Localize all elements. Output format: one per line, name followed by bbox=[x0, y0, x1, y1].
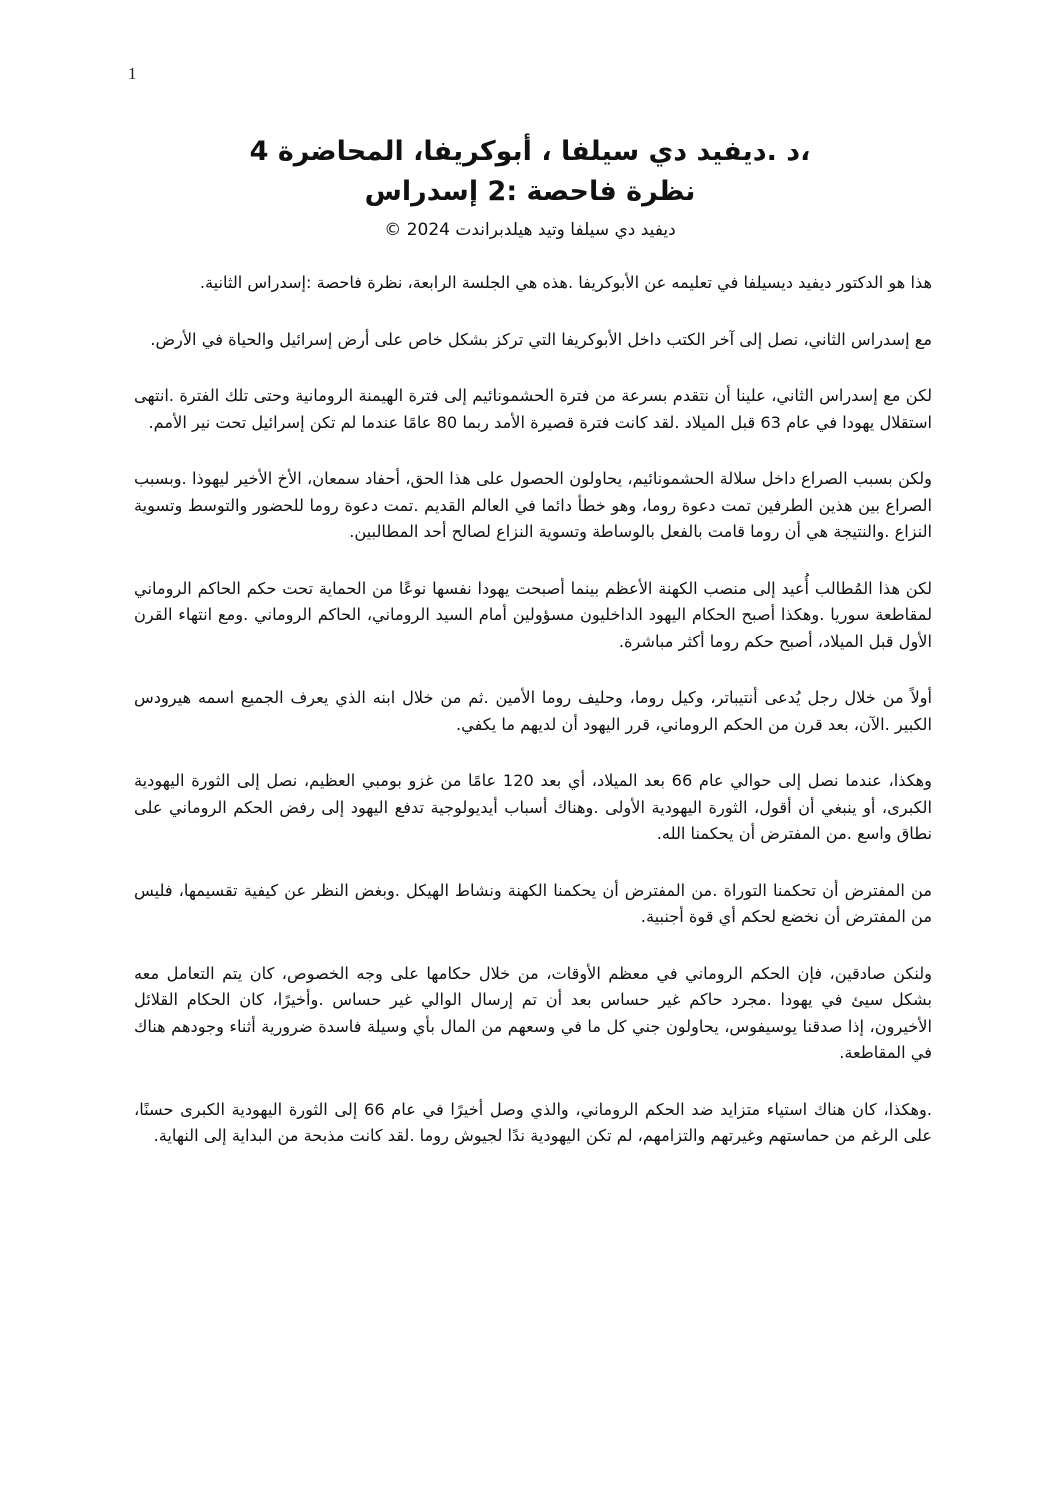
title-line-1: ،د .ديفيد دي سيلفا ، أبوكريفا، المحاضرة 4 bbox=[249, 136, 811, 167]
paragraph: هذا هو الدكتور ديفيد ديسيلفا في تعليمه عن الأبوكريفا .هذه هي الجلسة الرابعة، نظرة فاحصة :إسدراس الثانية. bbox=[199, 273, 932, 292]
copyright-line: ديفيد دي سيلفا وتيد هيلدبراندت 2024 © bbox=[384, 220, 676, 240]
paragraph: وهكذا، عندما نصل إلى حوالي عام 66 بعد الميلاد، أي بعد 120 عامًا من غزو بومبي العظيم، نصل إلى الثورة اليهودية الكبرى، أو ينبغي أن أقول، الثورة اليهودية الأولى .وهناك أسباب أيديولوجية تدفع اليهود إلى رفض الحكم الروماني على نطاق واسع .من المفترض أن يحكمنا الله. bbox=[134, 771, 933, 843]
document-header bbox=[130, 132, 930, 242]
title-line-2: نظرة فاحصة :2 إسدراس bbox=[364, 176, 696, 207]
paragraph: من المفترض أن تحكمنا التوراة .من المفترض أن يحكمنا الكهنة ونشاط الهيكل .وبغض النظر عن كيفية تقسيمها، فليس من المفترض أن نخضع لحكم أي قوة أجنبية. bbox=[134, 880, 932, 926]
paragraph: مع إسدراس الثاني، نصل إلى آخر الكتب داخل الأبوكريفا التي تركز بشكل خاص على أرض إسرائيل والحياة في الأرض. bbox=[150, 329, 932, 349]
paragraph: أولاً من خلال رجل يُدعى أنتيباتر، وكيل روما، وحليف روما الأمين .ثم من خلال ابنه الذي يعرف الجميع اسمه هيرودس الكبير .الآن، بعد قرن من الحكم الروماني، قرر اليهود أن لديهم ما يكفي. bbox=[134, 688, 932, 734]
paragraph: لكن مع إسدراس الثاني، علينا أن نتقدم بسرعة من فترة الحشمونائيم إلى فترة الهيمنة الرومانية وحتى تلك الفترة .انتهى استقلال يهودا في عام 63 قبل الميلاد .لقد كانت فترة قصيرة الأمد ربما 80 عامًا عندما لم تكن إسرائيل تحت نير الأمم. bbox=[134, 386, 932, 432]
paragraph: لكن هذا المُطالب أُعيد إلى منصب الكهنة الأعظم بينما أصبحت يهودا نفسها نوعًا من الحماية تحت حكم الحاكم الروماني لمقاطعة سوريا .وهكذا أصبح الحكام اليهود الداخليون مسؤولين أمام السيد الروماني، الحاكم الروماني .ومع انتهاء القرن الأول قبل الميلاد، أصبح حكم روما أكثر مباشرة. bbox=[134, 578, 932, 651]
document-body bbox=[134, 270, 932, 1180]
paragraph: ولكن بسبب الصراع داخل سلالة الحشمونائيم، يحاولون الحصول على هذا الحق، أحفاد سمعان، الأخ الأخير ليهوذا .وبسبب الصراع بين هذين الطرفين تمت دعوة روما، وهو خطأ دائما في العالم القديم .تمت دعوة روما للحضور والتوسط وتسوية النزاع .والنتيجة هي أن روما قامت بالفعل بالوساطة وتسوية النزاع لصالح أحد المطالبين. bbox=[134, 469, 932, 541]
paragraph: .وهكذا، كان هناك استياء متزايد ضد الحكم الروماني، والذي وصل أخيرًا في عام 66 إلى الثورة اليهودية الكبرى حسنًا، على الرغم من حماستهم وغيرتهم والتزامهم، لم تكن اليهودية ندًا لجيوش روما .لقد كانت مذبحة من البداية إلى النهاية. bbox=[134, 1099, 933, 1145]
paragraph: ولنكن صادقين، فإن الحكم الروماني في معظم الأوقات، من خلال حكامها على وجه الخصوص، كان يتم التعامل معه بشكل سيئ في يهودا .مجرد حاكم غير حساس بعد أن تم إرسال الوالي غير حساس .وأخيرًا، كان الحكام القلائل الأخيرون، إذا صدقنا يوسيفوس، يحاولون جني كل ما في وسعهم من المال بأي وسيلة فاسدة ضرورية أثناء وجودهم هناك في المقاطعة. bbox=[134, 963, 932, 1062]
page-number: 1 bbox=[128, 64, 137, 83]
